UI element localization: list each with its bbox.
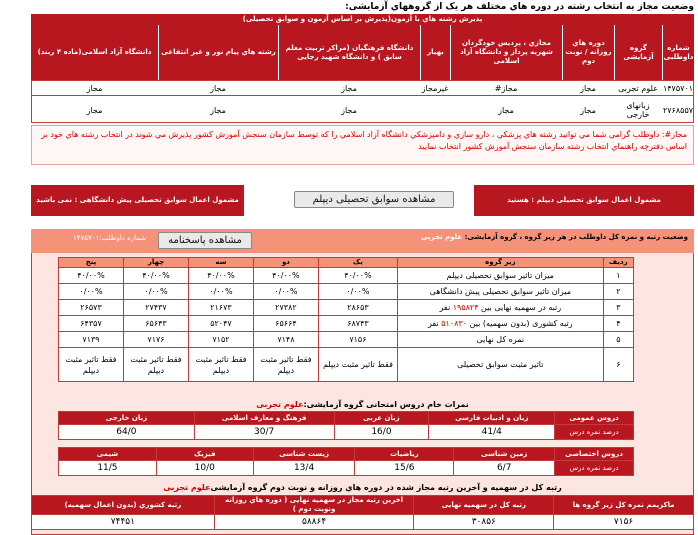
cell-value: ۴۰/۰۰%: [59, 268, 124, 284]
cell-value: ۷۱۵۶: [318, 332, 397, 348]
row-label: میزان تاثیر سوابق تحصیلی پیش دانشگاهی: [397, 284, 603, 300]
cell-value: ۰/۰۰%: [253, 284, 318, 300]
cell-value: ۷۱۴۸: [253, 332, 318, 348]
subject-biology: زیست شناسی: [253, 448, 355, 461]
col-candidate-id: شماره داوطلبی: [662, 25, 694, 80]
score-value: 6/7: [454, 461, 555, 476]
cell-value: ۲۷۴۳۷: [124, 300, 189, 316]
cell-value: ۶۸۷۴۳: [318, 316, 397, 332]
score-value: 16/0: [334, 425, 429, 440]
subject-math: ریاضیات: [355, 448, 454, 461]
score-value: 30/7: [194, 425, 334, 440]
raw-scores-title: [31, 398, 694, 410]
table-row: [59, 348, 634, 382]
value-last-allowed-rank: ۵۸۸۶۴: [214, 515, 414, 530]
row-number: ۵: [603, 332, 633, 348]
cell-value: ۶۵۶۴۳: [124, 316, 189, 332]
cell-value: ۷۱۵۲: [188, 332, 253, 348]
cell-value: ۲۱۶۷۳: [188, 300, 253, 316]
special-pct-label: درصد نمره درس: [555, 461, 634, 476]
subject-persian: زبان و ادبیات فارسی: [429, 412, 555, 425]
row-number: ۳: [603, 300, 633, 316]
score-value: 64/0: [59, 425, 195, 440]
cell-value: فقط تاثیر مثبت دیپلم: [124, 348, 189, 382]
cell-id: ۲۷۶۸۵۵۷: [662, 105, 694, 115]
diploma-records-cell: [244, 185, 474, 216]
row-label-pre: رتبه در سهمیه نهایی بین: [481, 303, 562, 312]
table-row: [59, 461, 634, 476]
cell-value: ۰/۰۰%: [59, 284, 124, 300]
permit-table-top-header: پذیرش رشته هاي با آزمون(پذیرش بر اساس آزمون و سوابق تحصیلی): [31, 14, 694, 25]
score-value: 10/0: [156, 461, 253, 476]
table-row: [32, 515, 694, 530]
table-row: [59, 332, 634, 348]
table-row: [59, 425, 634, 440]
rank-table: [58, 257, 634, 382]
cell-virtual: مجاز: [498, 105, 514, 115]
row-label-num: ۱۹۵۸۲۴: [452, 303, 479, 312]
cell-day: مجاز: [580, 83, 596, 93]
permit-table: [31, 14, 694, 119]
special-head-label: دروس اختصاصی: [555, 448, 634, 461]
records-bar: [31, 185, 694, 216]
row-label: میزان تاثیر سوابق تحصیلی دیپلم: [397, 268, 603, 284]
last-rank-table: [31, 495, 694, 530]
cell-value: ۰/۰۰%: [188, 284, 253, 300]
subject-geology: زمین شناسی: [454, 448, 555, 461]
cell-behyar: غیرمجاز: [421, 83, 449, 93]
special-subjects-table: [58, 447, 634, 476]
subject-arabic: زبان عربی: [334, 412, 429, 425]
row-label-num: ۵۱۰۸۳۰: [441, 319, 468, 328]
page-heading: وضعیت مجاز به انتخاب رشته در دوره هاي مختلف هر یک از گروههاي آزمایشی:: [345, 2, 694, 12]
subject-foreign: زبان خارجی: [59, 412, 195, 425]
table-row: [59, 284, 634, 300]
subject-physics: فیزیک: [156, 448, 253, 461]
value-max-score: ۷۱۵۶: [554, 515, 694, 530]
cell-value: ۲۸۶۵۳: [318, 300, 397, 316]
raw-scores-title-text: نمرات خام دروس امتحانی گروه آزمایشی:: [303, 399, 469, 409]
cell-value: ۷۱۳۹: [59, 332, 124, 348]
cell-payam: مجاز: [210, 83, 226, 93]
col-max-score: ماکزیمم نمره کل زیر گروه ها: [554, 496, 694, 515]
cell-behyar: [420, 97, 450, 123]
row-number: ۶: [603, 348, 633, 382]
value-national-rank: ۷۴۴۵۱: [32, 515, 215, 530]
col-virtual: مجازي ، پردیس خودگردان شهریه پرداز و دانشگاه آزاد اسلامی: [450, 25, 562, 80]
row-label: نمره کل نهایی: [397, 332, 603, 348]
cell-value: ۴۰/۰۰%: [318, 268, 397, 284]
general-pct-label: درصد نمره درس: [555, 425, 634, 440]
col-row: ردیف: [603, 258, 633, 268]
cell-value: فقط تاثیر مثبت دیپلم: [253, 348, 318, 382]
table-row: [31, 80, 694, 96]
col-quota-rank: رتبه کل در سهمیه نهایی: [414, 496, 554, 515]
col-behyar: بهیار: [420, 25, 450, 80]
row-label: [397, 316, 603, 332]
cell-value: ۰/۰۰%: [124, 284, 189, 300]
cell-value: ۵۲۰۴۷: [188, 316, 253, 332]
cell-group: علوم تجربی: [618, 83, 658, 93]
col-five: پنج: [59, 258, 124, 268]
cell-azad: مجاز: [86, 105, 103, 115]
last-rank-title: [31, 481, 694, 493]
general-head-label: دروس عمومی: [555, 412, 634, 425]
cell-value: فقط تاثیر مثبت دیپلم: [318, 348, 397, 382]
row-label-post: نفر: [439, 303, 451, 312]
subject-islamic: فرهنگ و معارف اسلامی: [194, 412, 334, 425]
col-farhangian: دانشگاه فرهنگیان (مراکز تربیت معلم سابق ) و دانشگاه شهید رجایی: [278, 25, 420, 80]
row-number: ۱: [603, 268, 633, 284]
row-label: [397, 300, 603, 316]
notice-box: [31, 125, 694, 165]
table-row: [59, 300, 634, 316]
col-day: دوره هاي روزانه / نوبت دوم: [562, 25, 614, 80]
subject-chemistry: شیمی: [59, 448, 157, 461]
cell-value: ۲۶۵۷۳: [59, 300, 124, 316]
cell-day: مجاز: [580, 105, 596, 115]
rank-section-header: [31, 229, 694, 253]
cell-payam: مجاز: [210, 105, 226, 115]
col-two: دو: [253, 258, 318, 268]
col-last-allowed-rank: آخرین رتبه مجاز در سهمیه نهایی ( دوره هاي روزانه ونوبت دوم ): [214, 496, 414, 515]
cell-value: ۶۵۶۶۴: [253, 316, 318, 332]
cell-azad: مجاز: [86, 83, 103, 93]
row-label-post: نفر: [428, 319, 439, 328]
raw-scores-title-group: علوم تجربی: [256, 399, 304, 409]
score-value: 11/5: [59, 461, 157, 476]
col-group: گروه آزمایشی: [614, 25, 662, 80]
cell-farhangian: مجاز: [341, 105, 357, 115]
row-label-pre: رتبه کشوری (بدون سهمیه) بین: [469, 319, 573, 328]
cell-value: ۶۴۳۵۷: [59, 316, 124, 332]
cell-value: ۴۰/۰۰%: [124, 268, 189, 284]
cell-virtual: مجاز#: [494, 83, 518, 93]
row-number: ۲: [603, 284, 633, 300]
last-rank-title-text: رتبه کل در سهمیه و آخرین رتبه مجاز شده در دوره هاي روزانه و نوبت دوم گروه آزمایشی: [210, 482, 562, 492]
cell-value: فقط تاثیر مثبت دیپلم: [59, 348, 124, 382]
cell-value: ۰/۰۰%: [318, 284, 397, 300]
cell-value: ۴۰/۰۰%: [188, 268, 253, 284]
score-value: 41/4: [429, 425, 555, 440]
notice-text: مجاز#: داوطلب گرامي شما مي توانيد رشته هاي پزشكي ، دارو سازي و دامپزشكي دانشگاه آزاد اسلامي را كه توسط سازمان سنجش آموزش كشور پذيرش مي شوند در انتخاب رشته هاي خود بر اساس دفترچه راهنماي انتخاب رشته سازمان سنجش آموزش كشور انتخاب نماييد: [41, 130, 687, 151]
diploma-records-label: مشمول اعمال سوابق تحصیلی دیپلم : هستید: [507, 196, 661, 204]
row-label: تاثیر مثبت سوابق تحصیلی: [397, 348, 603, 382]
row-number: ۴: [603, 316, 633, 332]
col-payam: رشته هاي پیام نور و غیر انتفاعی: [158, 25, 278, 80]
score-value: 15/6: [355, 461, 454, 476]
cell-value: فقط تاثیر مثبت دیپلم: [188, 348, 253, 382]
general-subjects-table: [58, 411, 634, 440]
cell-id: ۱۴۷۵۷۰۱: [662, 83, 694, 93]
col-four: چهار: [124, 258, 189, 268]
cell-group: زبانهای خارجی: [626, 101, 650, 119]
col-national-rank: رتبه کشوري (بدون اعمال سهمیه): [32, 496, 215, 515]
col-one: یک: [318, 258, 397, 268]
last-rank-title-group: علوم تجربی: [163, 482, 211, 492]
cell-value: ۷۱۷۶: [124, 332, 189, 348]
view-diploma-records-button[interactable]: مشاهده سوابق تحصیلی دیپلم: [294, 191, 454, 208]
col-subgroup: زیر گروه: [397, 258, 603, 268]
value-quota-rank: ۳۰۸۵۶: [414, 515, 554, 530]
col-three: سه: [188, 258, 253, 268]
cell-value: ۲۷۳۸۲: [253, 300, 318, 316]
score-value: 13/4: [253, 461, 355, 476]
rank-section-title: [421, 233, 688, 241]
rank-title-text: وضعیت رتبه و نمره کل داوطلب در هر زیر گروه ، گروه آزمایشی:: [464, 233, 688, 241]
cell-value: ۴۰/۰۰%: [253, 268, 318, 284]
preuni-records-label: مشمول اعمال سوابق تحصیلی پیش دانشگاهی : نمی باشید: [36, 196, 239, 204]
view-answer-sheet-button[interactable]: مشاهده پاسخنامه: [158, 232, 252, 249]
table-row: [31, 97, 694, 123]
candidate-id-label: شماره داوطلب:۱۴۷۵۷۰۱: [73, 234, 147, 242]
rank-title-group: علوم تجربی: [420, 233, 463, 241]
table-row: [59, 316, 634, 332]
table-row: [59, 268, 634, 284]
cell-farhangian: مجاز: [341, 83, 357, 93]
col-azad: دانشگاه آزاد اسلامی(ماده ۴ ربند): [31, 25, 158, 80]
